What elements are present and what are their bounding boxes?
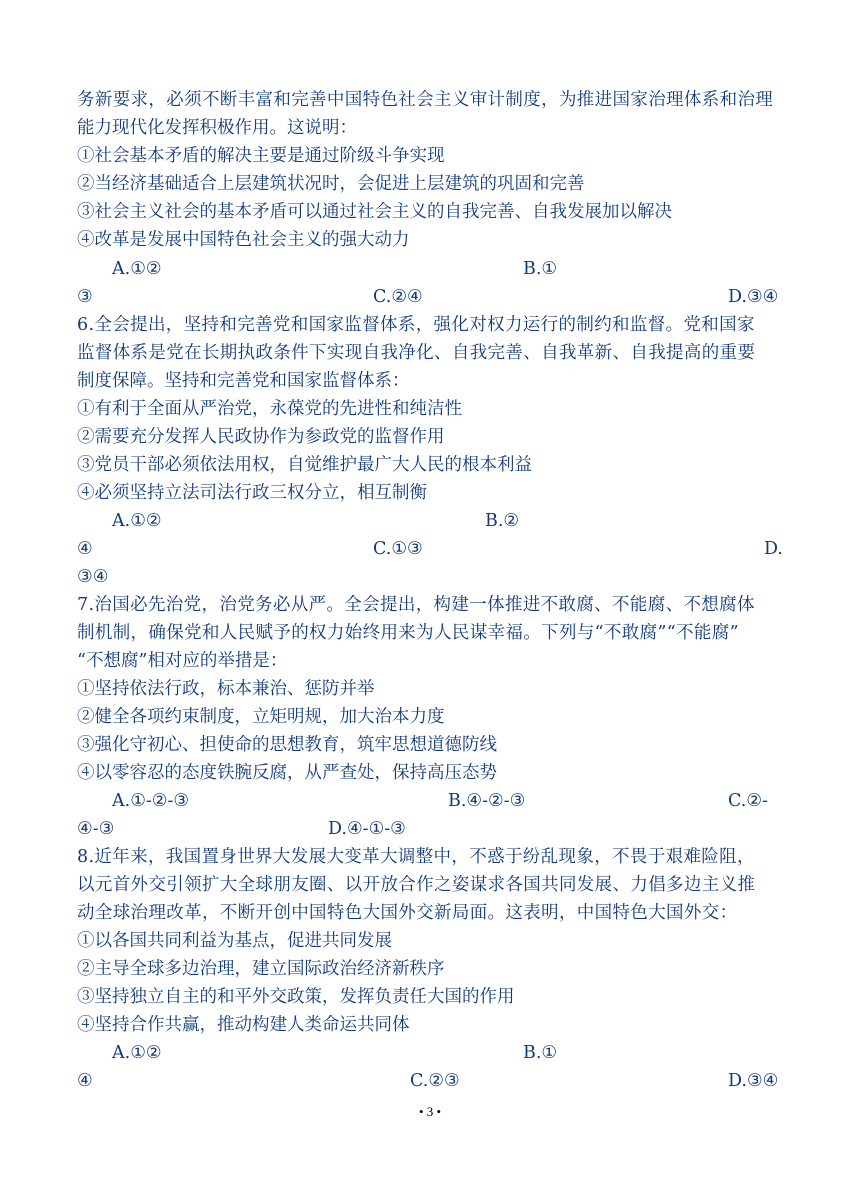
q8-stem-line-2: 以元首外交引领扩大全球朋友圈、以开放合作之姿谋求各国共同发展、力倡多边主义推 xyxy=(77,875,756,895)
q5-stem-line-1: 务新要求，必须不断丰富和完善中国特色社会主义审计制度，为推进国家治理体系和治理 xyxy=(77,90,774,110)
q6-stem-line-2: 监督体系是党在长期执政条件下实现自我净化、自我完善、自我革新、自我提高的重要 xyxy=(77,343,756,363)
q7-option-c-wrap: ④-③ xyxy=(77,819,115,839)
q7-stem-line-1: 7.治国必先治党，治党务必从严。全会提出，构建一体推进不敢腐、不能腐、不想腐体 xyxy=(77,595,755,615)
q5-item-1: ①社会基本矛盾的解决主要是通过阶级斗争实现 xyxy=(77,146,445,166)
q8-item-2: ②主导全球多边治理，建立国际政治经济新秩序 xyxy=(77,959,445,979)
q8-option-b-wrap: ④ xyxy=(77,1071,93,1091)
q5-option-d: D.③④ xyxy=(728,287,779,307)
q8-option-d: D.③④ xyxy=(728,1071,779,1091)
q8-item-4: ④坚持合作共赢，推动构建人类命运共同体 xyxy=(77,1015,410,1035)
q5-option-a: A.①② xyxy=(112,259,162,279)
q6-option-a: A.①② xyxy=(112,511,162,531)
q7-stem-line-2: 制机制，确保党和人民赋予的权力始终用来为人民谋幸福。下列与“不敢腐”“不能腐” xyxy=(77,623,739,643)
q6-option-b: B.② xyxy=(485,511,520,531)
q6-item-1: ①有利于全面从严治党，永葆党的先进性和纯洁性 xyxy=(77,399,462,419)
q6-option-d-wrap: ③④ xyxy=(77,567,109,587)
q8-stem-line-1: 8.近年来，我国置身世界大发展大变革大调整中，不惑于纷乱现象，不畏于艰难险阻， xyxy=(77,847,755,867)
q7-option-d: D.④-①-③ xyxy=(328,819,406,839)
q7-item-2: ②健全各项约束制度，立矩明规，加大治本力度 xyxy=(77,707,445,727)
q7-item-3: ③强化守初心、担使命的思想教育，筑牢思想道德防线 xyxy=(77,735,497,755)
q5-option-b: B.① xyxy=(523,259,558,279)
q8-item-1: ①以各国共同利益为基点，促进共同发展 xyxy=(77,931,392,951)
q7-option-c: C.②- xyxy=(728,791,768,811)
q8-option-c: C.②③ xyxy=(410,1071,460,1091)
q6-item-3: ③党员干部必须依法用权，自觉维护最广大人民的根本利益 xyxy=(77,455,532,475)
q5-option-b-wrap: ③ xyxy=(77,287,93,307)
q7-option-a: A.①-②-③ xyxy=(112,791,190,811)
q6-item-4: ④必须坚持立法司法行政三权分立，相互制衡 xyxy=(77,483,427,503)
q8-stem-line-3: 动全球治理改革，不断开创中国特色大国外交新局面。这表明，中国特色大国外交： xyxy=(77,903,738,923)
q5-item-4: ④改革是发展中国特色社会主义的强大动力 xyxy=(77,230,410,250)
q8-option-b: B.① xyxy=(523,1043,558,1063)
q5-stem-line-2: 能力现代化发挥积极作用。这说明： xyxy=(77,118,357,138)
q5-item-3: ③社会主义社会的基本矛盾可以通过社会主义的自我完善、自我发展加以解决 xyxy=(77,202,672,222)
q6-stem-line-3: 制度保障。坚持和完善党和国家监督体系： xyxy=(77,371,410,391)
q5-option-c: C.②④ xyxy=(373,287,423,307)
q6-option-d: D. xyxy=(764,539,783,559)
q5-item-2: ②当经济基础适合上层建筑状况时，会促进上层建筑的巩固和完善 xyxy=(77,174,585,194)
q6-stem-line-1: 6.全会提出，坚持和完善党和国家监督体系，强化对权力运行的制约和监督。党和国家 xyxy=(77,315,755,335)
q8-option-a: A.①② xyxy=(112,1043,162,1063)
q7-stem-line-3: “不想腐”相对应的举措是： xyxy=(77,651,288,671)
q8-item-3: ③坚持独立自主的和平外交政策，发挥负责任大国的作用 xyxy=(77,987,515,1007)
q6-option-b-wrap: ④ xyxy=(77,539,93,559)
q7-option-b: B.④-②-③ xyxy=(448,791,526,811)
page-number: • 3 • xyxy=(418,1104,442,1119)
q7-item-1: ①坚持依法行政，标本兼治、惩防并举 xyxy=(77,679,375,699)
q7-item-4: ④以零容忍的态度铁腕反腐，从严查处，保持高压态势 xyxy=(77,763,497,783)
q6-item-2: ②需要充分发挥人民政协作为参政党的监督作用 xyxy=(77,427,445,447)
q6-option-c: C.①③ xyxy=(373,539,423,559)
